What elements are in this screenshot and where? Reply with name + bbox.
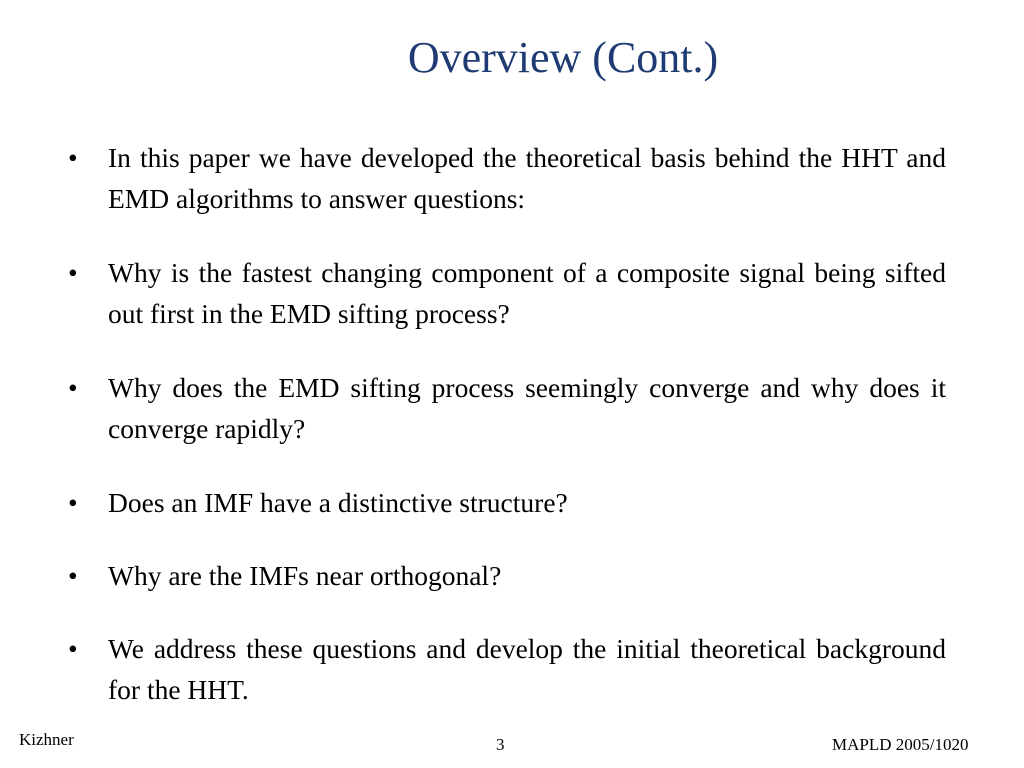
footer-conference: MAPLD 2005/1020	[832, 735, 969, 754]
bullet-item	[68, 555, 946, 596]
bullet-marker: •	[68, 633, 78, 664]
bullet-text: Why is the fastest changing component of a composite signal being sifted out first in the EMD sifting process?	[108, 257, 946, 329]
bullet-marker: •	[68, 257, 78, 288]
footer-author: Kizhner	[19, 730, 74, 749]
bullet-text: Does an IMF have a distinctive structure?	[108, 487, 568, 518]
bullet-text: Why are the IMFs near orthogonal?	[108, 560, 502, 591]
bullet-marker: •	[68, 372, 78, 403]
bullet-text: In this paper we have developed the theoretical basis behind the HHT and EMD algorithms to answer questions:	[108, 142, 946, 214]
bullet-item	[68, 367, 946, 449]
footer-page-number: 3	[496, 735, 505, 754]
bullet-list	[68, 137, 946, 743]
bullet-marker: •	[68, 560, 78, 591]
bullet-marker: •	[68, 142, 78, 173]
bullet-item	[68, 137, 946, 219]
slide-title: Overview (Cont.)	[407, 33, 719, 82]
bullet-text: We address these questions and develop the initial theoretical background for the HHT.	[108, 633, 946, 705]
bullet-item	[68, 482, 946, 523]
bullet-item	[68, 628, 946, 710]
bullet-text: Why does the EMD sifting process seemingly converge and why does it converge rapidly?	[108, 372, 946, 444]
bullet-item	[68, 252, 946, 334]
bullet-marker: •	[68, 487, 78, 518]
